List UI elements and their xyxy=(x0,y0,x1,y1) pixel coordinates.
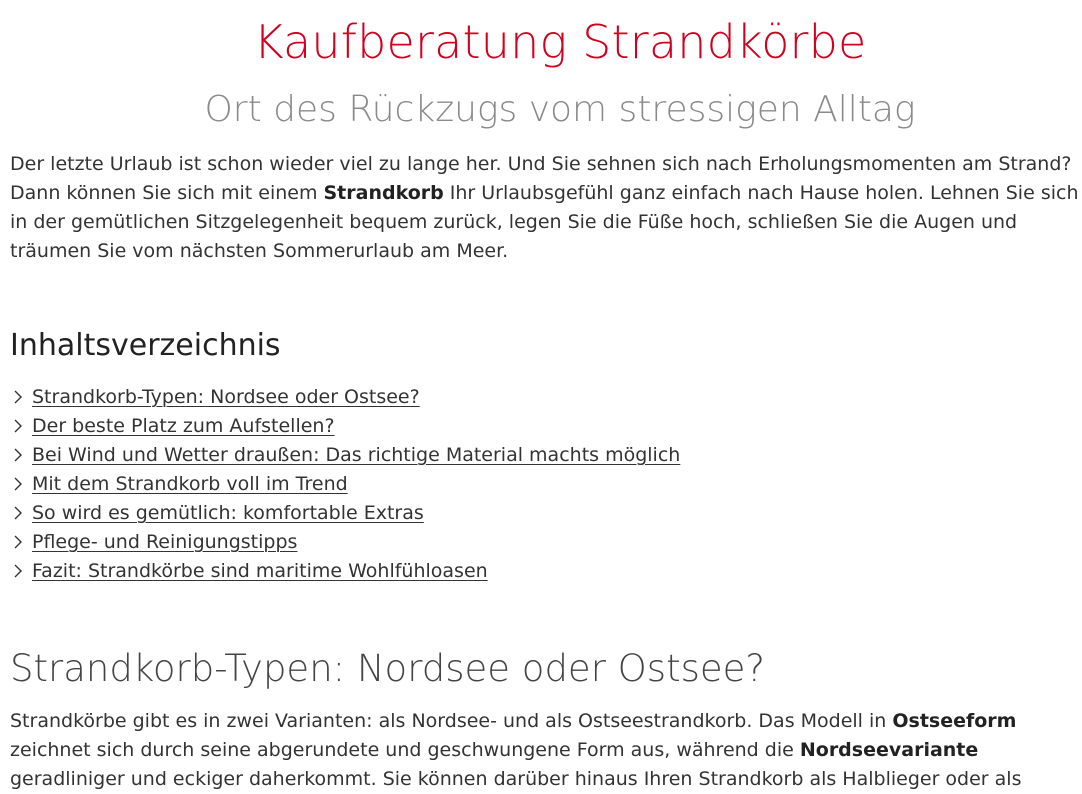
toc-link-fazit[interactable]: Fazit: Strandkörbe sind maritime Wohlfühloasen xyxy=(32,559,488,582)
toc-link-strandkorb-typen[interactable]: Strandkorb-Typen: Nordsee oder Ostsee? xyxy=(32,385,420,408)
section-line xyxy=(10,707,1080,736)
section-heading: Strandkorb-Typen: Nordsee oder Ostsee? xyxy=(10,647,766,690)
intro-line: in der gemütlichen Sitzgelegenheit bequem zurück, legen Sie die Füße hoch, schließen Sie die Augen und xyxy=(10,211,1018,233)
section-text: Strandkörbe gibt es in zwei Varianten: als Nordsee- und als Ostseestrandkorb. Das Modell in xyxy=(10,710,893,732)
toc-link-platz[interactable]: Der beste Platz zum Aufstellen? xyxy=(32,414,335,437)
section-line: geradliniger und eckiger daherkommt. Sie können darüber hinaus Ihren Strandkorb als Halblieger oder als xyxy=(10,768,1022,790)
chevron-right-icon xyxy=(10,563,26,579)
toc-link-pflege[interactable]: Pflege- und Reinigungstipps xyxy=(32,530,298,553)
toc-item xyxy=(10,498,680,527)
page-subtitle: Ort des Rückzugs vom stressigen Alltag xyxy=(204,89,916,130)
chevron-right-icon xyxy=(10,505,26,521)
chevron-right-icon xyxy=(10,447,26,463)
section-keyword: Ostseeform xyxy=(892,710,1017,732)
toc-item xyxy=(10,527,680,556)
toc-item xyxy=(10,382,680,411)
section-line xyxy=(10,736,1080,765)
article-page xyxy=(10,0,1082,794)
intro-paragraph xyxy=(10,150,1082,266)
intro-line xyxy=(10,179,1082,208)
section-text: zeichnet sich durch seine abgerundete und geschwungene Form aus, während die xyxy=(10,739,800,761)
page-title: Kaufberatung Strandkörbe xyxy=(253,15,867,69)
toc-link-material[interactable]: Bei Wind und Wetter draußen: Das richtige Material machts möglich xyxy=(32,443,681,466)
toc-item xyxy=(10,469,680,498)
toc-item xyxy=(10,556,680,585)
section-keyword: Nordseevariante xyxy=(799,739,979,761)
chevron-right-icon xyxy=(10,534,26,550)
chevron-right-icon xyxy=(10,476,26,492)
chevron-right-icon xyxy=(10,418,26,434)
intro-keyword: Strandkorb xyxy=(323,182,444,204)
table-of-contents xyxy=(10,382,680,585)
section-paragraph xyxy=(10,707,1080,794)
intro-text: Dann können Sie sich mit einem xyxy=(10,182,324,204)
chevron-right-icon xyxy=(10,389,26,405)
toc-item xyxy=(10,440,680,469)
intro-line: träumen Sie vom nächsten Sommerurlaub am Meer. xyxy=(10,240,509,262)
toc-item xyxy=(10,411,680,440)
intro-line: Der letzte Urlaub ist schon wieder viel zu lange her. Und Sie sehnen sich nach Erholungsmomenten am Strand? xyxy=(10,153,1072,175)
intro-text: Ihr Urlaubsgefühl ganz einfach nach Hause holen. Lehnen Sie sich xyxy=(443,182,1079,204)
toc-link-trend[interactable]: Mit dem Strandkorb voll im Trend xyxy=(32,472,348,495)
toc-link-extras[interactable]: So wird es gemütlich: komfortable Extras xyxy=(32,501,424,524)
toc-heading: Inhaltsverzeichnis xyxy=(10,328,281,363)
